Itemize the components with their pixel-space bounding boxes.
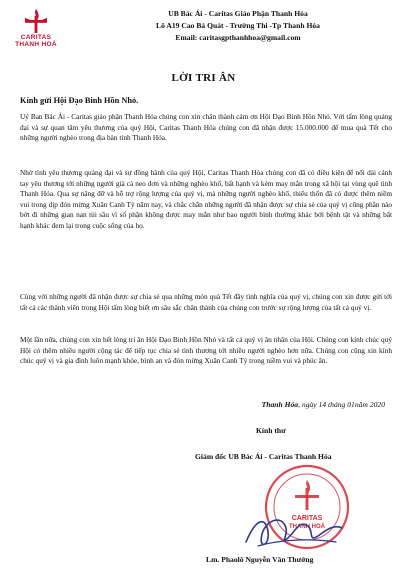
director-title: Giám đốc UB Bác Ái - Caritas Thanh Hóa [195, 452, 332, 461]
paragraph-4: Một lần nữa, chúng con xin hết lòng tri ân Hội Đạo Binh Hồn Nhỏ và tất cả quý vị ân nhân của Hội. Chúng con kính chúc quý Hội có thêm nhiều người cộng tác để tiếp tục chia sẻ tình thương tới nhiều người nghèo hơn nữa. Chúng con cũng xin kính chúc quý vị và gia đình luôn mạnh khỏe, bình an và đón mừng Xuân Canh Tý trong niềm vui và phúc ân. [20, 335, 392, 365]
logo-text-line2: THANH HOÁ [15, 41, 57, 48]
organization-header [118, 8, 358, 44]
stamp-text-bottom: THANH HOÁ [289, 524, 325, 530]
letter-title: LỜI TRI ÂN [171, 72, 236, 84]
stamp-text-top: CARITAS [291, 515, 323, 522]
org-email[interactable]: Email: caritasgpthanhhoa@gmail.com [175, 33, 301, 42]
letter-date [262, 400, 385, 409]
date-text: , ngày 14 tháng 01năm 2020 [298, 400, 385, 409]
caritas-flame-cross-icon [21, 8, 51, 34]
handwritten-signature [238, 498, 348, 558]
paragraph-1: Uỷ Ban Bác Ái - Caritas giáo phận Thanh Hóa chúng con xin chân thành cảm ơn Hội Đạo Binh Hồn Nhỏ. Với tấm lòng quảng đại và sự quan tâm yêu thương của quý Hội, Caritas Thanh Hóa chúng con đã nhận được 15.000.000 đế mua quà Tết cho những người nghèo trong địa bàn tỉnh Thanh Hóa. [20, 112, 392, 142]
paragraph-2: Nhờ tình yêu thương quảng đại và sự đồng hành của quý Hội, Caritas Thanh Hóa chúng con đã có điều kiện để nối dài cánh tay yêu thương tới những người già cả neo đơn và những nghèo khổ, bất hạnh và kém may mắn trong xã hội tại vùng quê tỉnh Thanh Hóa. Qua sự nâng đỡ và hỗ trợ rộng lượng của quý vị, mà những người nghèo khổ, thiếu thốn đã có được thêm niềm vui trong dịp đón mừng Xuân Canh Tý năm nay, và chắc chắn những người đã nhận được sự chia sẻ của quý vị cũng phần nào bớt đi những gian nan tủi sầu vì số phận không được may mắn như bao người bình thường khác bởi bệnh tật và những bất hạnh khác đem lại trong cuộc sống của họ. [20, 168, 392, 230]
org-name: UB Bác Ái - Caritas Giáo Phận Thanh Hóa [168, 9, 308, 18]
logo-text-line1: CARITAS [20, 34, 52, 41]
date-place: Thanh Hóa [261, 400, 299, 409]
letter-greeting: Kính gửi Hội Đạo Binh Hồn Nhỏ. [20, 96, 139, 105]
signer-name: Lm. Phaolô Nguyễn Văn Thường [206, 555, 314, 564]
paragraph-3: Cùng với những người đã nhận được sự chia sẻ qua những món quà Tết đầy tình nghĩa của quý vị, chúng con xin được gửi tới tất cả các thành viên trong Hội tấm lòng biết ơn sâu sắc chân thành của chúng con trước sự rộng lượng của tất cả quý vị. [20, 292, 392, 312]
closing-regards: Kính thư [256, 426, 286, 435]
caritas-logo [10, 8, 62, 48]
org-address: Lô A19 Cao Bá Quát - Trường Thi -Tp Thanh Hóa [156, 21, 320, 30]
